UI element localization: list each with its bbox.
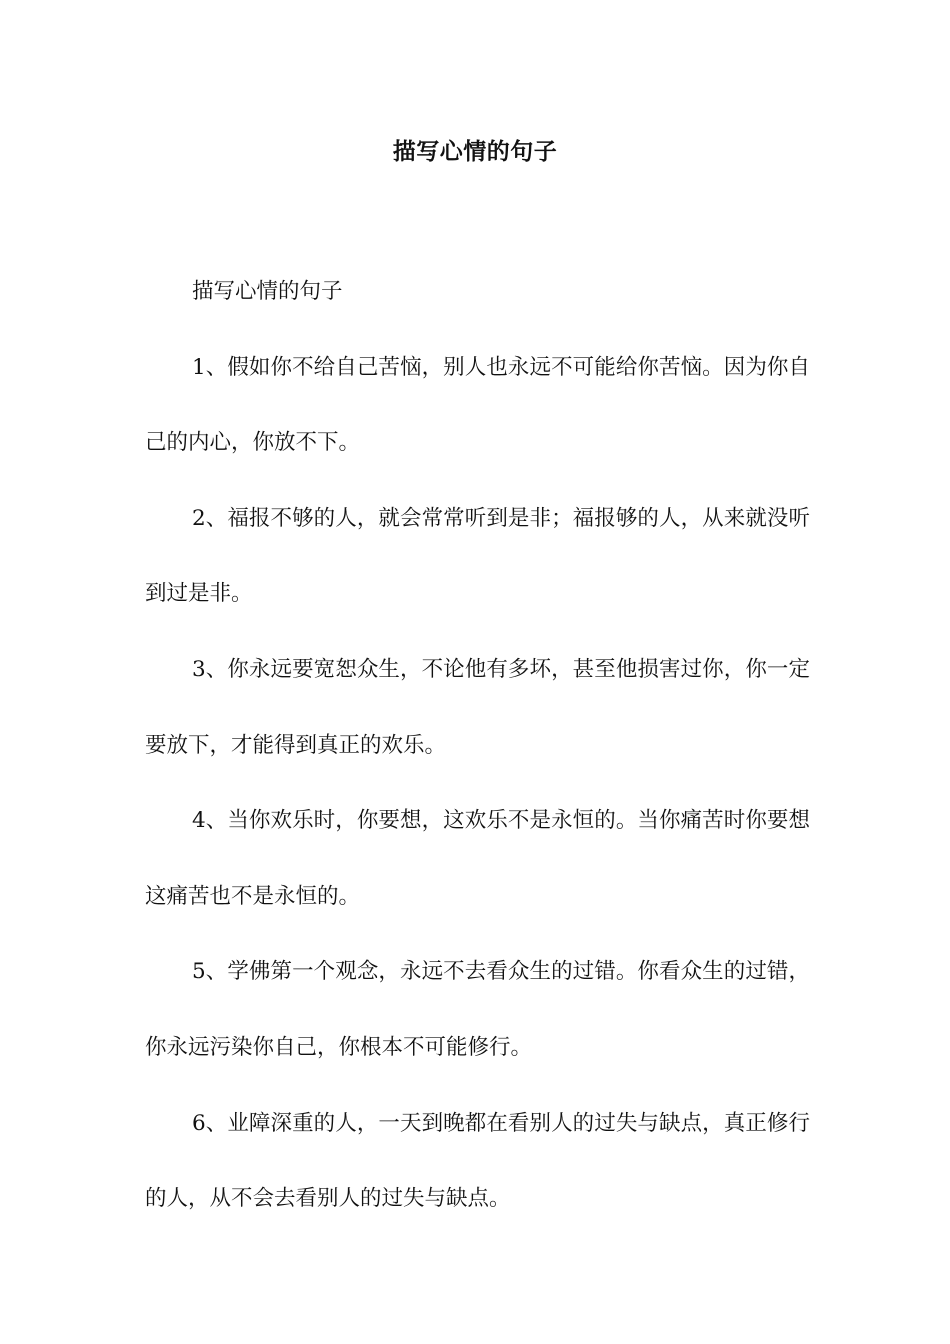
body-paragraph-1: 1、假如你不给自己苦恼，别人也永远不可能给你苦恼。因为你自己的内心，你放不下。 (145, 354, 810, 456)
document-body (145, 254, 810, 1237)
body-paragraph-5: 5、学佛第一个观念，永远不去看众生的过错。你看众生的过错，你永远污染你自己，你根本不可能修行。 (145, 959, 810, 1060)
body-subtitle: 描写心情的句子 (192, 279, 343, 304)
document-title: 描写心情的句子 (392, 139, 558, 165)
body-paragraph-3: 3、你永远要宽恕众生，不论他有多坏，甚至他损害过你，你一定要放下，才能得到真正的欢乐。 (145, 656, 810, 758)
body-paragraph-4: 4、当你欢乐时，你要想，这欢乐不是永恒的。当你痛苦时你要想这痛苦也不是永恒的。 (145, 808, 810, 909)
body-paragraph-6: 6、业障深重的人，一天到晚都在看别人的过失与缺点，真正修行的人，从不会去看别人的过失与缺点。 (145, 1110, 810, 1212)
body-paragraph-2: 2、福报不够的人，就会常常听到是非；福报够的人，从来就没听到过是非。 (145, 505, 810, 607)
